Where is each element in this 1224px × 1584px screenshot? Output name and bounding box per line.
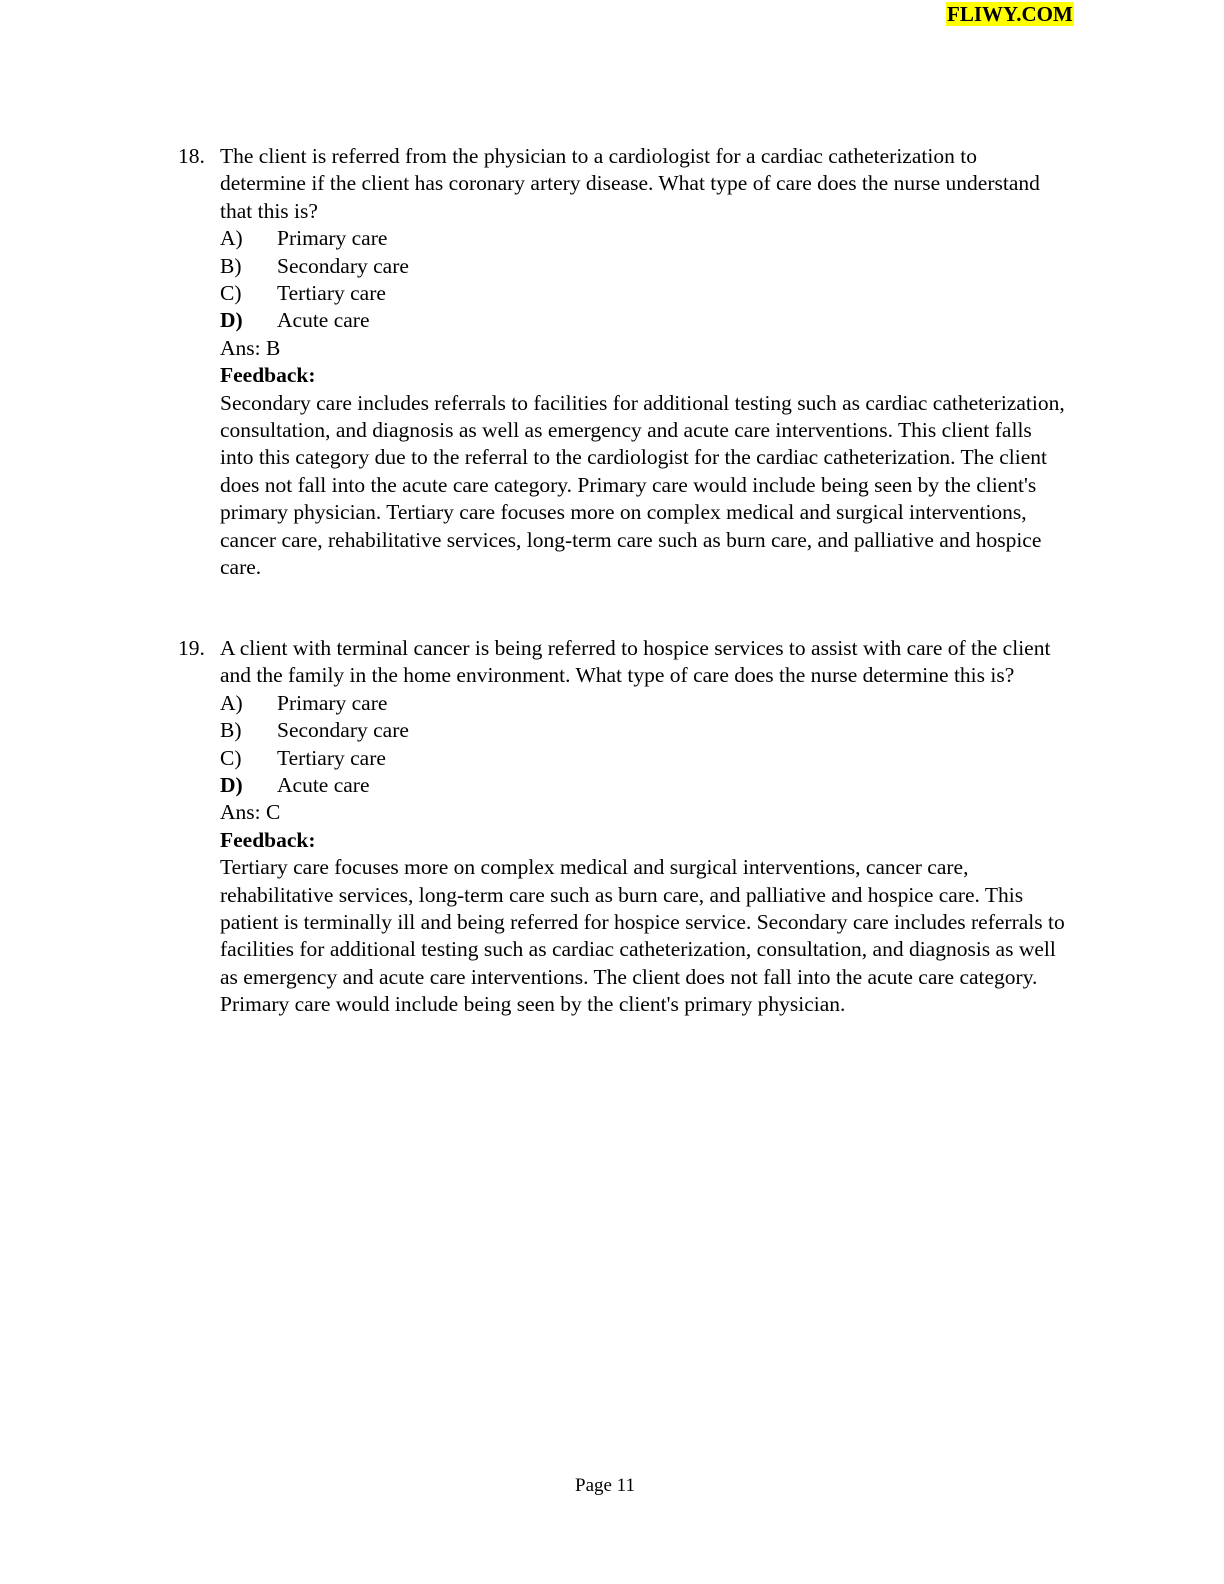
- option-a: [178, 690, 1078, 717]
- answer-options: [178, 690, 1078, 800]
- option-b: [178, 717, 1078, 744]
- question-number: 19.: [178, 636, 205, 660]
- watermark: FLIWY.COM: [947, 2, 1073, 26]
- feedback-text: Tertiary care focuses more on complex medical and surgical interventions, cancer care, rehabilitative services, long-term care such as burn care, and palliative and hospice care. This patient is terminally ill and being referred for hospice service. Secondary care includes referrals to facilities for additional testing such as cardiac catheterization, consultation, and diagnosis as well as emergency and acute care interventions. The client does not fall into the acute care category. Primary care would include being seen by the client's primary physician.: [220, 855, 1065, 1017]
- feedback-text: Secondary care includes referrals to facilities for additional testing such as cardiac catheterization, consultation, and diagnosis as well as emergency and acute care interventions. This client falls into this category due to the referral to the cardiologist for the cardiac catheterization. The client does not fall into the acute care category. Primary care would include being seen by the client's primary physician. Tertiary care focuses more on complex medical and surgical interventions, cancer care, rehabilitative services, long-term care such as burn care, and palliative and hospice care.: [220, 390, 1065, 580]
- option-a: [178, 225, 1078, 252]
- option-letter: B): [220, 253, 242, 278]
- option-b: [178, 253, 1078, 280]
- option-text: Primary care: [277, 226, 388, 251]
- option-text: Secondary care: [277, 253, 409, 278]
- option-letter: D): [220, 772, 243, 797]
- option-letter: C): [220, 745, 242, 770]
- option-d: [178, 307, 1078, 334]
- page-number: Page 11: [575, 1475, 635, 1496]
- option-text: Primary care: [277, 690, 388, 715]
- question-number: 18.: [178, 144, 205, 168]
- option-letter: D): [220, 308, 243, 333]
- answer-key: Ans: C: [220, 800, 281, 825]
- question-stem: A client with terminal cancer is being referred to hospice services to assist with care of the client and the family in the home environment. What type of care does the nurse determine this is?: [220, 636, 1051, 688]
- option-d: [178, 772, 1078, 799]
- option-text: Secondary care: [277, 718, 409, 743]
- question-18: [178, 143, 1078, 581]
- option-text: Tertiary care: [277, 281, 386, 305]
- answer-key: Ans: B: [220, 335, 281, 360]
- option-letter: A): [220, 690, 243, 715]
- question-19: [178, 635, 1078, 1019]
- question-header: [178, 143, 1078, 225]
- option-letter: C): [220, 281, 242, 305]
- option-letter: A): [220, 226, 243, 251]
- feedback-label: Feedback:: [220, 363, 316, 388]
- option-c: [178, 280, 1078, 307]
- option-c: [178, 745, 1078, 772]
- option-letter: B): [220, 718, 242, 743]
- question-stem: The client is referred from the physician to a cardiologist for a cardiac catheterization to determine if the client has coronary artery disease. What type of care does the nurse understand that this is?: [220, 144, 1040, 223]
- option-text: Tertiary care: [277, 745, 386, 770]
- option-text: Acute care: [277, 772, 370, 797]
- question-header: [178, 635, 1078, 690]
- option-text: Acute care: [277, 308, 370, 333]
- answer-options: [178, 225, 1078, 335]
- feedback-label: Feedback:: [220, 827, 316, 852]
